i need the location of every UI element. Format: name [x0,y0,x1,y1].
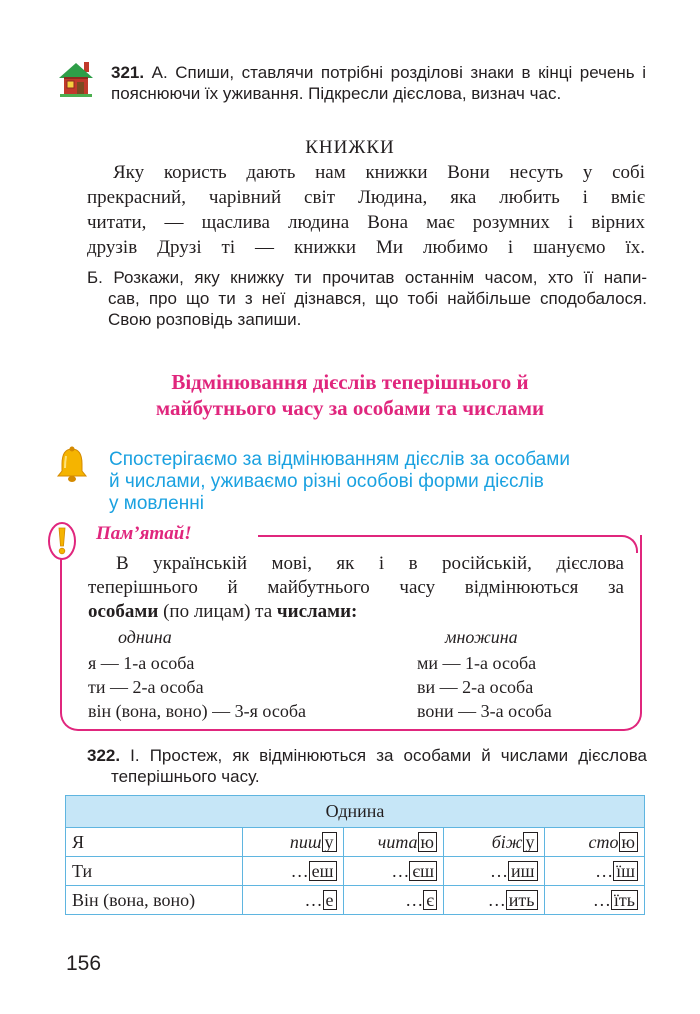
bold-word: особами [88,601,159,622]
text-title: КНИЖКИ [305,137,395,158]
verb-cell [243,857,344,885]
ending-box: ю [619,832,638,852]
task-b-line: Б. Розкажи, яку книжку ти прочитав останнім часом, хто її напи- [87,268,647,287]
remember-line: теперішнього й майбутнього часу відмінюються за [88,577,624,598]
remember-text [88,552,624,624]
person-row: вони — 3-а особа [417,701,552,721]
person-row: ми — 1-а особа [417,653,537,673]
exercise-321-task-b [87,267,647,330]
ending-box: єш [409,861,437,881]
verb-stem: … [405,889,424,910]
remember-box-top-line [258,535,622,537]
ending-box: у [322,832,337,852]
declension-table [65,795,645,915]
verb-cell [444,857,545,885]
table-row [66,857,644,886]
verb-cell [444,828,545,856]
plain-text: (по лицам) та [158,601,277,622]
text-line: Яку користь дають нам книжки Вони несуть у собі [113,162,645,183]
verb-cell [344,886,445,914]
exercise-322-task [87,745,647,787]
observe-line: у мовленні [109,493,204,514]
remember-line: В українській мові, як і в російській, дієслова [116,553,624,574]
verb-cell [545,857,645,885]
exercise-321-task-a [111,62,646,104]
heading-line: Відмінювання дієслів теперішнього й [171,370,529,394]
person-row: він (вона, воно) — 3-я особа [88,701,306,721]
observe-line: Спостерігаємо за відмінюванням дієслів за особами [109,449,570,470]
bell-icon [54,446,90,484]
task-b-line: Свою розповідь запиши. [108,310,302,329]
verb-stem: … [490,860,508,881]
verb-stem: … [290,860,309,881]
person-row: я — 1-а особа [88,653,195,673]
plural-list [417,651,552,723]
verb-cell [243,828,344,856]
verb-stem: … [487,889,506,910]
task-text: А. Спиши, ставлячи потрібні розділові знаки в кінці речень і пояснюючи їх уживання. Підкресли дієслова, визнач час. [111,63,646,103]
table-header: Однина [66,796,644,828]
exclamation-icon [46,520,78,564]
verb-cell [243,886,344,914]
pronoun-cell: Він (вона, воно) [66,886,243,914]
ending-box: їть [611,890,638,910]
verb-cell [545,886,645,914]
verb-stem: … [592,889,611,910]
task-b-line: сав, про що ти з неї дізнався, що тобі найбільше сподобалося. [108,289,647,308]
observe-text [109,449,654,515]
person-row: ви — 2-а особа [417,677,534,697]
task-line [87,745,647,766]
ending-box: у [523,832,538,852]
task-line: теперішнього часу. [111,767,260,786]
heading-line: майбутнього часу за особами та числами [155,396,545,420]
exercise-number: 321. [111,63,145,82]
text-line: читати, — щаслива людина Вона має розумних і вірних [87,212,645,233]
house-icon [56,58,96,98]
table-row [66,828,644,857]
person-row: ти — 2-а особа [88,677,204,697]
pronoun-cell: Ти [66,857,243,885]
verb-stem: сто [588,831,619,852]
ending-box: еш [309,861,337,881]
verb-cell [344,828,445,856]
verb-cell [444,886,545,914]
pronoun-cell: Я [66,828,243,856]
verb-cell [344,857,445,885]
bold-word: числами: [276,601,358,622]
observe-line: й числами, уживаємо різні особові форми дієслів [109,471,544,492]
remember-line [88,600,624,624]
singular-list [88,651,306,723]
ending-box: е [323,890,337,910]
verb-stem: пиш [289,831,322,852]
verb-cell [545,828,645,856]
page-number: 156 [66,952,102,975]
verb-stem: … [304,889,323,910]
verb-stem: біж [491,831,523,852]
text-line: прекрасний, чарівний світ Людина, яка любить і вміє [87,187,645,208]
verb-stem: чита [377,831,418,852]
ending-box: ить [506,890,538,910]
ending-box: є [423,890,437,910]
plural-label: множина [445,627,518,647]
ending-box: ю [418,832,437,852]
ending-box: иш [508,861,538,881]
exercise-number: 322. [87,746,121,765]
dictation-text [87,160,645,260]
verb-stem: … [595,860,614,881]
singular-label: однина [118,627,172,647]
task-text: І. Простеж, як відмінюються за особами й числами дієслова [130,746,647,765]
ending-box: їш [613,861,638,881]
section-heading [0,369,700,421]
remember-label: Пам’ятай! [96,523,192,544]
table-row [66,886,644,914]
text-line: друзів Друзі ті — книжки Ми любимо і шануємо їх. [87,237,645,258]
verb-stem: … [391,860,410,881]
